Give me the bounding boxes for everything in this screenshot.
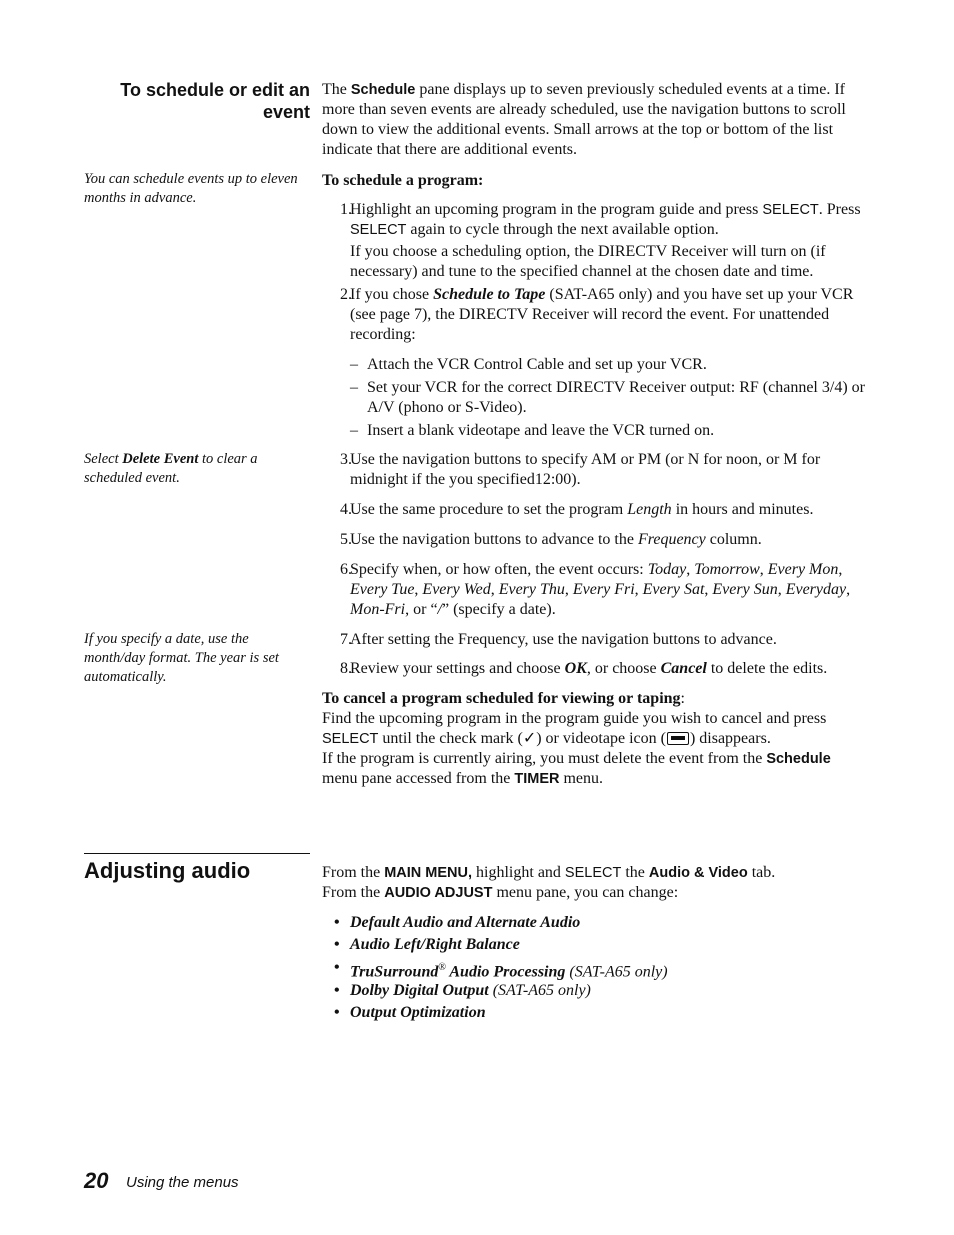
dash-item-2: – Set your VCR for the correct DIRECTV Receiver output: RF (channel 3/4) or A/V (phono or S-Video). <box>350 379 865 416</box>
list-item-step-6: 6. Specify when, or how often, the event occurs: Today, Tomorrow, Every Mon, Every Tue, Every Wed, Every Thu, Every Fri, Every Sat, Every Sun, Everyday, Mon-Fri, or “/” (specify a date). <box>340 561 851 618</box>
list-item-step-7: 7. After setting the Frequency, use the navigation buttons to advance. <box>340 631 777 648</box>
audio-intro-paragraph: From the MAIN MENU, highlight and SELECT the Audio & Video tab. From the AUDIO ADJUST menu pane, you can change: <box>322 864 776 901</box>
list-item-step-2: 2. If you chose Schedule to Tape (SAT-A65 only) and you have set up your VCR (see page 7), the DIRECTV Receiver will record the event. For unattended recording: <box>340 286 854 343</box>
list-item-step-4: 4. Use the same procedure to set the program Length in hours and minutes. <box>340 501 814 518</box>
bullet-item-output-optimization: • Output Optimization <box>334 1004 486 1021</box>
list-item-step-3: 3. Use the navigation buttons to specify AM or PM (or N for noon, or M for midnight if the you specified12:00). <box>340 451 821 488</box>
list-item-step-1: 1. Highlight an upcoming program in the program guide and press SELECT. Press SELECT again to cycle through the next available option. If you choose a scheduling option, the DIRECTV Receiver will turn on (if necessary) and tune to the specified channel at the chosen date and time. <box>340 201 861 280</box>
bullet-item-trusurround: • TruSurround® Audio Processing (SAT-A65 only) <box>334 959 668 981</box>
footer-section-label: Using the menus <box>126 1174 239 1191</box>
check-mark-icon: ✓ <box>522 730 537 747</box>
section-heading-schedule: To schedule or edit an event <box>120 80 310 122</box>
videotape-icon <box>667 732 689 745</box>
page-number: 20 <box>84 1168 109 1193</box>
list-item-step-5: 5. Use the navigation buttons to advance to the Frequency column. <box>340 531 762 548</box>
margin-note-date-format: If you specify a date, use the month/day format. The year is set automatically. <box>84 631 279 685</box>
schedule-intro-paragraph: The Schedule pane displays up to seven previously scheduled events at a time. If more than seven events are already scheduled, use the navigation buttons to scroll down to view the additional events. Small arrows at the top or bottom of the list indicate that there are additional events. <box>322 81 846 158</box>
margin-note-delete-event: Select Delete Event to clear a scheduled event. <box>84 451 258 486</box>
section-divider <box>84 853 310 854</box>
margin-note-eleven-months: You can schedule events up to eleven months in advance. <box>84 171 298 206</box>
bullet-item-dolby: • Dolby Digital Output (SAT-A65 only) <box>334 982 591 999</box>
cancel-program-paragraph: To cancel a program scheduled for viewing or taping: Find the upcoming program in the program guide you wish to cancel and press SELECT until the check mark (✓) or videotape icon ( ) disappears. If the program is currently airing, you must delete the event from the Schedule menu pane accessed from the TIMER menu. <box>322 690 831 787</box>
section-heading-adjusting-audio: Adjusting audio <box>84 858 251 883</box>
subhead-schedule-program: To schedule a program: <box>322 172 484 189</box>
dash-item-3: – Insert a blank videotape and leave the VCR turned on. <box>350 422 715 439</box>
dash-item-1: – Attach the VCR Control Cable and set up your VCR. <box>350 356 707 373</box>
list-item-step-8: 8. Review your settings and choose OK, or choose Cancel to delete the edits. <box>340 660 828 677</box>
bullet-item-default-audio: • Default Audio and Alternate Audio <box>334 914 581 931</box>
bullet-item-balance: • Audio Left/Right Balance <box>334 936 520 953</box>
